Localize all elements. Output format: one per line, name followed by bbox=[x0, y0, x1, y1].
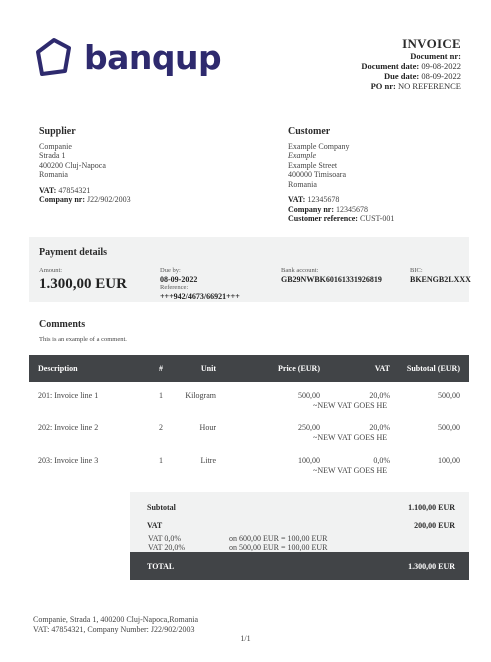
invoice-lines-header bbox=[29, 355, 469, 382]
po-number-line: PO nr: NO REFERENCE bbox=[370, 81, 461, 91]
comments-section bbox=[39, 319, 127, 343]
customer-company-nr: Company nr: 12345678 bbox=[288, 204, 369, 214]
col-subtotal: Subtotal (EUR) bbox=[406, 364, 460, 373]
payment-bank-value: GB29NWBK60161331926819 bbox=[281, 275, 382, 284]
payment-due-value: 08-09-2022 bbox=[160, 275, 198, 284]
payment-details-title: Payment details bbox=[39, 247, 108, 258]
vat-rate-line: VAT 0,0% bbox=[148, 534, 182, 543]
supplier-vat: VAT: 47854321 bbox=[39, 185, 91, 195]
supplier-title: Supplier bbox=[39, 126, 76, 137]
col-unit: Unit bbox=[200, 364, 216, 373]
page-number: 1/1 bbox=[240, 634, 251, 643]
payment-bic-value: BKENGB2LXXX bbox=[410, 275, 471, 284]
col-description: Description bbox=[38, 364, 78, 373]
document-number-line: Document nr: bbox=[410, 51, 461, 61]
total-bar bbox=[130, 552, 469, 580]
total-label: TOTAL bbox=[147, 562, 175, 571]
col-vat: VAT bbox=[374, 364, 390, 373]
supplier-company-nr: Company nr: J22/902/2003 bbox=[39, 195, 131, 204]
vat-rate-desc: on 500,00 EUR = 100,00 EUR bbox=[229, 543, 328, 552]
customer-reference: Customer reference: CUST-001 bbox=[288, 214, 395, 223]
customer-country: Romania bbox=[288, 179, 317, 189]
vat-total-value: 200,00 EUR bbox=[414, 521, 455, 530]
customer-name: Example Company bbox=[288, 141, 350, 151]
supplier-name: Companie bbox=[39, 141, 72, 151]
customer-title: Customer bbox=[288, 126, 331, 137]
customer-block bbox=[288, 127, 394, 224]
supplier-country: Romania bbox=[39, 170, 68, 179]
col-qty: # bbox=[159, 364, 163, 373]
due-date-line: Due date: 08-09-2022 bbox=[384, 71, 461, 81]
brand-name: banqup bbox=[84, 37, 222, 77]
invoice-title: INVOICE bbox=[402, 36, 461, 51]
subtotal-label: Subtotal bbox=[147, 503, 176, 512]
payment-due: Due by: 08-09-2022 Reference: +++942/4673/66921+++ bbox=[160, 267, 240, 301]
brand-logo bbox=[34, 37, 221, 77]
footer-address: Companie, Strada 1, 400200 Cluj-Napoca,Romania bbox=[33, 615, 199, 624]
payment-amount-value: 1.300,00 EUR bbox=[39, 276, 127, 292]
payment-bank-account: Bank account: GB29NWBK60161331926819 bbox=[281, 267, 382, 284]
footer bbox=[33, 615, 198, 635]
banqup-logo-icon bbox=[34, 37, 74, 77]
footer-registration: VAT: 47854321, Company Number: J22/902/2003 bbox=[33, 625, 195, 634]
customer-vat: VAT: 12345678 bbox=[288, 195, 340, 204]
invoice-header bbox=[361, 37, 461, 91]
customer-street: Example Street bbox=[288, 160, 338, 170]
supplier-block bbox=[39, 127, 131, 205]
vat-label: VAT bbox=[147, 521, 163, 530]
supplier-street: Strada 1 bbox=[39, 151, 66, 160]
vat-rate-desc: on 600,00 EUR = 100,00 EUR bbox=[229, 534, 328, 543]
payment-amount: Amount: 1.300,00 EUR bbox=[39, 267, 127, 292]
supplier-city: 400200 Cluj-Napoca bbox=[39, 160, 106, 170]
document-date-line: Document date: 09-08-2022 bbox=[361, 61, 461, 71]
comments-text: This is an example of a comment. bbox=[39, 336, 127, 343]
col-price: Price (EUR) bbox=[278, 364, 320, 373]
payment-details-panel bbox=[29, 237, 469, 302]
payment-reference-value: +++942/4673/66921+++ bbox=[160, 292, 240, 301]
total-value: 1.300,00 EUR bbox=[408, 562, 455, 571]
customer-name-italic: Example bbox=[288, 151, 316, 160]
subtotal-value: 1.100,00 EUR bbox=[408, 503, 455, 512]
comments-title: Comments bbox=[39, 319, 86, 330]
vat-rate-line: VAT 20,0% bbox=[148, 543, 186, 552]
payment-bic: BIC: BKENGB2LXXX bbox=[410, 267, 471, 284]
customer-city: 400000 Timisoara bbox=[288, 170, 347, 179]
